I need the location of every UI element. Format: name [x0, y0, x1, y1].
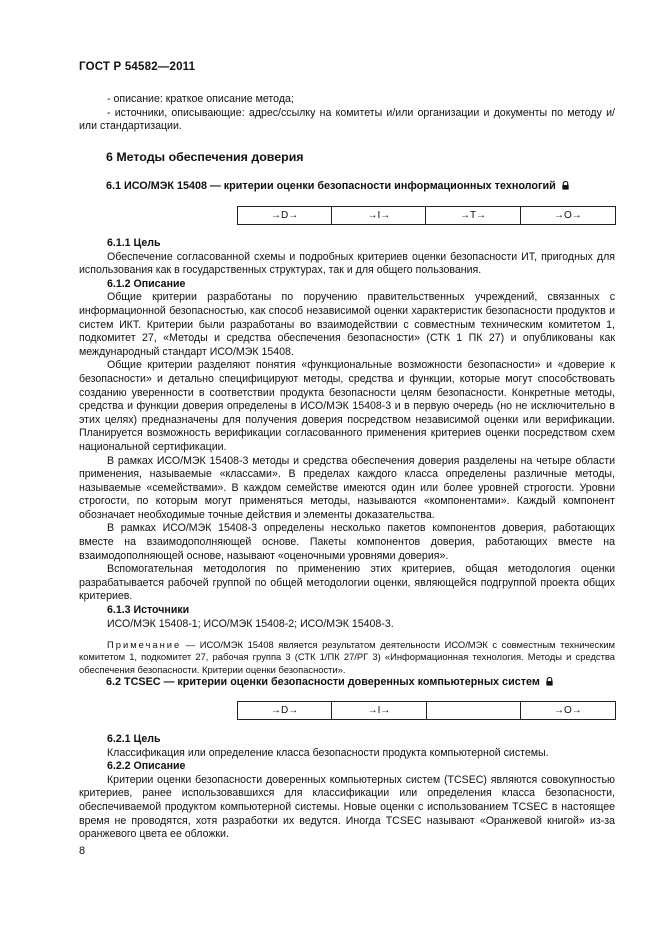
section-6-1-title: 6.1 ИСО/МЭК 15408 — критерии оценки безопасности информационных технологий	[106, 180, 556, 192]
description-paragraph-3: В рамках ИСО/МЭК 15408-3 методы и средства обеспечения доверия разделены на четыре области применения, называемые «классами». В пределах каждого класса определены различные методы, называемые «семействами». В каждом семействе имеются один или более уровней строгости. Уровни строгости, по которым могут применяться методы, называются «компонентами». Каждый компонент обозначает необходимые точные действия и элементы доказательства.	[79, 454, 615, 521]
section-6-2-title: 6.2 TCSEC — критерии оценки безопасности доверенных компьютерных систем	[106, 676, 540, 688]
goal-paragraph: Классификация или определение класса безопасности продукта компьютерной системы.	[107, 746, 549, 759]
section-6-1-body	[79, 237, 615, 676]
table-cell-empty	[426, 702, 520, 720]
table-cell-i: →I→	[332, 207, 426, 225]
table-cell-i: →I→	[332, 702, 426, 720]
list-item-description: - описание: краткое описание метода;	[107, 93, 294, 105]
section-6-2-body	[79, 733, 615, 842]
section-6-title: 6 Методы обеспечения доверия	[106, 150, 304, 164]
note-text: — ИСО/МЭК 15408 является результатом деятельности ИСО/МЭК с совместным техническим комитетом 1, подкомитет 27, рабочая группа 3 (СТК 1/ПК 27/РГ 3) «Информационная технология. Методы и средства обеспечения безопасности. Критерии оценки безопасности».	[79, 639, 615, 675]
description-paragraph-1: Общие критерии разработаны по поручению правительственных учреждений, связанных с информационной безопасностью, как способ независимой оценки характеристик безопасности продуктов и систем ИКТ. Критерии были разработаны во взаимодействии с совместным техническим комитетом 1, подкомитет 27, «Методы и средства обеспечения безопасности» (СТК 1 ПК 27) и опубликованы как международный стандарт ИСО/МЭК 15408.	[79, 291, 615, 358]
standard-designation: ГОСТ Р 54582—2011	[79, 61, 196, 73]
note-label: Примечание	[107, 639, 182, 651]
description-paragraph-2: Общие критерии разделяют понятия «функциональные возможности безопасности» и «доверие к безопасности» и детально специфицируют методы, средства и функции, которые могут способствовать созданию уверенности в соответствии продукта безопасности целям безопасности. Конкретные методы, средства и функции доверия определены в ИСО/МЭК 15408-3 и в первую очередь (но не исключительно в этих целях) предназначены для получения доверия посредством независимой оценки или верификации. Планируется возможность верификации согласованного применения критериев оценки посредством схем национальной сертификации.	[79, 359, 615, 453]
list-item-sources: - источники, описывающие: адрес/ссылку на комитеты и/или организации и документы по методу и/или стандартизации.	[79, 106, 615, 133]
table-cell-d: →D→	[238, 207, 332, 225]
goal-paragraph: Обеспечение согласованной схемы и подробных критериев оценки безопасности ИТ, пригодных для использования как в государственных структурах, так и для общего пользования.	[79, 250, 615, 277]
table-cell-o: →O→	[520, 207, 615, 225]
description-paragraph: Критерии оценки безопасности доверенных компьютерных систем (TCSEC) являются совокупностью критериев, ранее использовавшихся для классификации или определения класса безопасности, обеспечиваемой продуктом компьютерной системы. Новые оценки с использованием TCSEC в настоящее время не проводятся, хотя разработки их ведутся. Иногда TCSEC называют «Оранжевой книгой» из-за оранжевого цвета ее обложки.	[79, 773, 615, 841]
heading-6-1-2: 6.1.2 Описание	[107, 277, 186, 290]
table-6-2	[237, 701, 616, 720]
heading-6-1-1: 6.1.1 Цель	[107, 237, 161, 249]
description-paragraph-4: В рамках ИСО/МЭК 15408-3 определены несколько пакетов компонентов доверия, работающих вместе на взаимодополняющей основе. Пакеты компонентов доверия, работающих вместе на взаимодополняющей основе, называют «оценочными уровнями доверия».	[79, 522, 615, 562]
table-cell-t: →T→	[426, 207, 520, 225]
table-cell-d: →D→	[238, 702, 332, 720]
note-paragraph	[79, 639, 615, 676]
table-cell-o: →O→	[520, 702, 615, 720]
heading-6-2-2: 6.2.2 Описание	[107, 760, 186, 773]
table-6-1	[237, 206, 616, 225]
section-6-2-heading	[106, 676, 554, 688]
lock-icon	[545, 677, 554, 686]
sources-paragraph: ИСО/МЭК 15408-1; ИСО/МЭК 15408-2; ИСО/МЭК 15408-3.	[107, 617, 394, 630]
lock-icon	[561, 181, 570, 190]
section-6-1-heading	[106, 180, 570, 192]
heading-6-1-3: 6.1.3 Источники	[107, 604, 190, 617]
page-number: 8	[79, 845, 86, 857]
heading-6-2-1: 6.2.1 Цель	[107, 733, 161, 745]
description-paragraph-5: Вспомогательная методология по применению этих критериев, общая методология оценки разрабатывается рабочей группой по общей методологии оценки, являющейся подгруппой проекта общих критериев.	[79, 563, 615, 603]
intro-block	[79, 93, 615, 134]
